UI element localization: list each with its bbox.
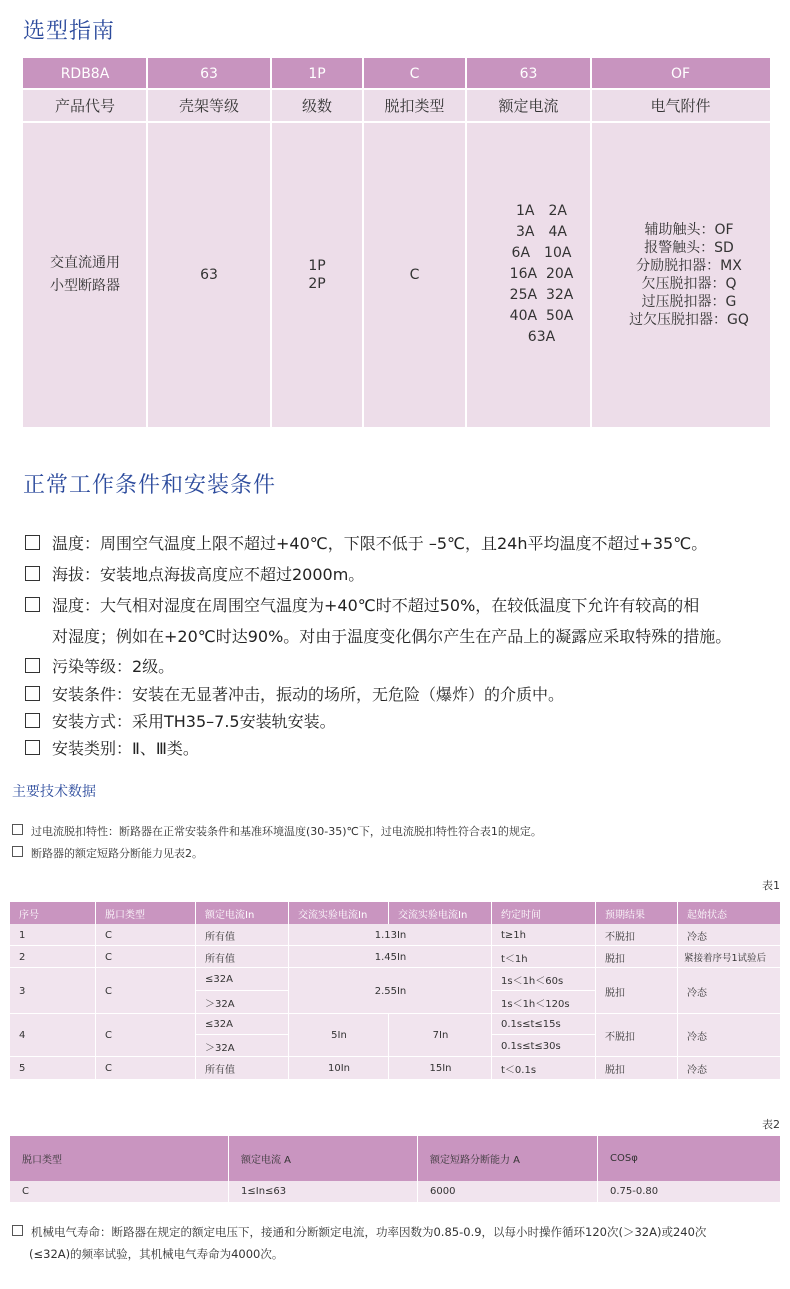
t1-header: 脱口类型 — [96, 902, 196, 924]
divider — [23, 88, 770, 90]
t1-cell: 所有值 — [196, 1057, 289, 1079]
condition-item — [25, 709, 336, 732]
t1-header: 预期结果 — [596, 902, 678, 924]
t1-cell: C — [96, 946, 196, 968]
t1-cell: 5In — [289, 1014, 389, 1057]
divider — [23, 121, 770, 123]
divider — [362, 58, 364, 427]
condition-item — [25, 736, 199, 759]
t1-cell: 冷态 — [678, 1057, 780, 1079]
t1-cell: 15In — [389, 1057, 492, 1079]
divider — [10, 945, 780, 946]
t1-cell: 冷态 — [678, 1014, 780, 1057]
t1-cell: 脱扣 — [596, 968, 678, 1014]
condition-text: 对湿度；例如在+20℃时达90%。对由于温度变化偶尔产生在产品上的凝露应采取特殊的措施。 — [52, 627, 732, 646]
section-title-selection: 选型指南 — [23, 19, 116, 44]
footer-note-continuation — [29, 1246, 283, 1262]
table2-label: 表2 — [762, 1118, 780, 1131]
header-cell: 壳架等级 — [147, 89, 271, 122]
t1-cell: 7In — [389, 1014, 492, 1057]
t2-header: COSφ — [598, 1136, 780, 1181]
divider — [677, 902, 678, 1079]
accessories-cell — [591, 122, 770, 427]
checkbox-icon — [25, 740, 40, 755]
t2-cell: 1≤In≤63 — [229, 1181, 418, 1202]
checkbox-icon — [12, 846, 23, 857]
currents-cell — [466, 122, 591, 427]
checkbox-icon — [12, 824, 23, 835]
t1-cell: ≤32A — [196, 968, 289, 991]
t1-cell: 所有值 — [196, 924, 289, 946]
t1-cell: 冷态 — [678, 924, 780, 946]
t1-cell: 10In — [289, 1057, 389, 1079]
t2-header: 额定短路分断能力 A — [418, 1136, 598, 1181]
t2-cell: 0.75-0.80 — [598, 1181, 780, 1202]
accessory-line: 过压脱扣器：G — [641, 293, 737, 310]
frame-cell: 63 — [147, 122, 271, 427]
current-line: 16A 20A — [509, 266, 574, 282]
accessory-line: 辅助触头：OF — [644, 221, 734, 238]
t1-cell: 5 — [10, 1057, 96, 1079]
divider — [146, 58, 148, 427]
pole-value: 1P — [308, 257, 326, 274]
t1-cell: 不脱扣 — [596, 1014, 678, 1057]
checkbox-icon — [25, 597, 40, 612]
t1-cell: 1s＜1h＜120s — [492, 991, 596, 1014]
condition-text: 安装类别：Ⅱ、Ⅲ类。 — [52, 739, 199, 758]
t1-cell: 1.45In — [289, 946, 492, 968]
footer-note-text: (≤32A)的频率试验，其机械电气寿命为4000次。 — [29, 1247, 284, 1261]
current-line: 3A 4A — [516, 224, 567, 240]
t1-cell: ≤32A — [196, 1014, 289, 1035]
divider — [388, 1014, 389, 1079]
current-line: 25A 32A — [509, 287, 574, 303]
t1-cell: 不脱扣 — [596, 924, 678, 946]
t1-cell: C — [96, 1014, 196, 1057]
condition-text: 安装条件：安装在无显著冲击，振动的场所，无危险（爆炸）的介质中。 — [52, 685, 565, 704]
t2-header: 脱口类型 — [10, 1136, 229, 1181]
header-cell: 电气附件 — [591, 89, 770, 122]
t1-cell: 3 — [10, 968, 96, 1014]
t1-cell: ＞32A — [196, 991, 289, 1014]
t1-header: 起始状态 — [678, 902, 780, 924]
condition-text: 污染等级：2级。 — [52, 657, 175, 676]
divider — [417, 1136, 418, 1202]
divider — [465, 58, 467, 427]
t1-header: 序号 — [10, 902, 96, 924]
checkbox-icon — [25, 566, 40, 581]
t1-cell: C — [96, 924, 196, 946]
divider — [228, 1136, 229, 1202]
code-cell: OF — [591, 58, 770, 89]
t1-cell: C — [96, 1057, 196, 1079]
t2-cell: 6000 — [418, 1181, 598, 1202]
breaking-capacity-table — [10, 1136, 780, 1202]
t1-cell: 2.55In — [289, 968, 492, 1014]
accessory-line: 欠压脱扣器：Q — [641, 275, 737, 292]
trip-characteristics-table — [10, 902, 780, 1079]
header-cell: 级数 — [271, 89, 363, 122]
condition-item — [25, 562, 364, 585]
checkbox-icon — [25, 713, 40, 728]
divider — [597, 1136, 598, 1202]
t1-cell: 0.1s≤t≤15s — [492, 1014, 596, 1035]
t1-header: 交流实验电流In — [289, 902, 389, 924]
t1-cell: 1s＜1h＜60s — [492, 968, 596, 991]
code-cell: 63 — [147, 58, 271, 89]
condition-item — [25, 654, 174, 677]
condition-text: 安装方式：采用TH35–7.5安装轨安装。 — [52, 712, 336, 731]
condition-text: 海拔：安装地点海拔高度应不超过2000m。 — [52, 565, 365, 584]
accessory-line: 过欠压脱扣器：GQ — [629, 311, 749, 328]
checkbox-icon — [25, 535, 40, 550]
t1-cell: 脱扣 — [596, 1057, 678, 1079]
t1-cell: 1.13In — [289, 924, 492, 946]
condition-item — [25, 531, 707, 554]
code-cell: C — [363, 58, 466, 89]
t1-cell: 紧接着序号1试验后 — [678, 946, 780, 968]
footer-note — [12, 1224, 706, 1240]
header-cell: 产品代号 — [23, 89, 147, 122]
checkbox-icon — [12, 1225, 23, 1236]
section-title-conditions: 正常工作条件和安装条件 — [23, 473, 277, 498]
code-cell: RDB8A — [23, 58, 147, 89]
divider — [270, 58, 272, 427]
divider — [388, 902, 389, 924]
code-cell: 63 — [466, 58, 591, 89]
tech-note — [12, 845, 203, 861]
t1-cell: 所有值 — [196, 946, 289, 968]
tech-note-text: 过电流脱扣特性：断路器在正常安装条件和基准环境温度(30-35)℃下，过电流脱扣特性符合表1的规定。 — [31, 825, 542, 838]
t1-cell: 1 — [10, 924, 96, 946]
footer-note-text: 机械电气寿命：断路器在规定的额定电压下，接通和分断额定电流，功率因数为0.85-0.9，以每小时操作循环120次(＞32A)或240次 — [31, 1225, 707, 1239]
t1-header: 交流实验电流In — [389, 902, 492, 924]
divider — [492, 1034, 596, 1035]
pole-value: 2P — [308, 275, 326, 292]
condition-text: 温度：周围空气温度上限不超过+40℃，下限不低于 –5℃，且24h平均温度不超过+35℃。 — [52, 534, 708, 553]
t1-cell: t≥1h — [492, 924, 596, 946]
t1-header: 约定时间 — [492, 902, 596, 924]
poles-cell — [271, 122, 363, 427]
table1-label: 表1 — [762, 879, 780, 892]
accessory-line: 分励脱扣器：MX — [636, 257, 742, 274]
current-line: 6A 10A — [511, 245, 572, 261]
t1-cell: 4 — [10, 1014, 96, 1057]
product-line: 交直流通用 — [50, 254, 120, 271]
header-cell: 额定电流 — [466, 89, 591, 122]
t1-cell: 2 — [10, 946, 96, 968]
tech-note-text: 断路器的额定短路分断能力见表2。 — [31, 847, 203, 860]
current-line: 40A 50A — [509, 308, 574, 324]
section-title-tech: 主要技术数据 — [12, 784, 96, 800]
divider — [492, 990, 596, 991]
t2-header: 额定电流 A — [229, 1136, 418, 1181]
divider — [10, 1013, 780, 1014]
header-cell: 脱扣类型 — [363, 89, 466, 122]
t1-cell: t＜0.1s — [492, 1057, 596, 1079]
checkbox-icon — [25, 658, 40, 673]
accessory-line: 报警触头：SD — [644, 239, 734, 256]
divider — [95, 902, 96, 1079]
tech-note — [12, 823, 542, 839]
product-cell — [23, 122, 147, 427]
t1-cell: 冷态 — [678, 968, 780, 1014]
condition-text: 湿度：大气相对湿度在周围空气温度为+40℃时不超过50%，在较低温度下允许有较高的相 — [52, 596, 700, 615]
code-cell: 1P — [271, 58, 363, 89]
condition-continuation — [52, 624, 731, 647]
t1-cell: C — [96, 968, 196, 1014]
checkbox-icon — [25, 686, 40, 701]
divider — [10, 967, 780, 968]
current-line: 1A 2A — [516, 203, 567, 219]
t1-header: 额定电流In — [196, 902, 289, 924]
condition-item — [25, 593, 699, 616]
divider — [10, 1056, 780, 1057]
t2-cell: C — [10, 1181, 229, 1202]
selection-table — [23, 58, 770, 427]
condition-item — [25, 682, 564, 705]
divider — [590, 58, 592, 427]
product-line: 小型断路器 — [50, 277, 120, 294]
trip-cell: C — [363, 122, 466, 427]
divider — [196, 990, 289, 991]
t1-cell: 0.1s≤t≤30s — [492, 1035, 596, 1057]
t1-cell: t＜1h — [492, 946, 596, 968]
current-line: 63A — [527, 329, 556, 345]
t1-cell: ＞32A — [196, 1035, 289, 1057]
divider — [196, 1034, 289, 1035]
t1-cell: 脱扣 — [596, 946, 678, 968]
